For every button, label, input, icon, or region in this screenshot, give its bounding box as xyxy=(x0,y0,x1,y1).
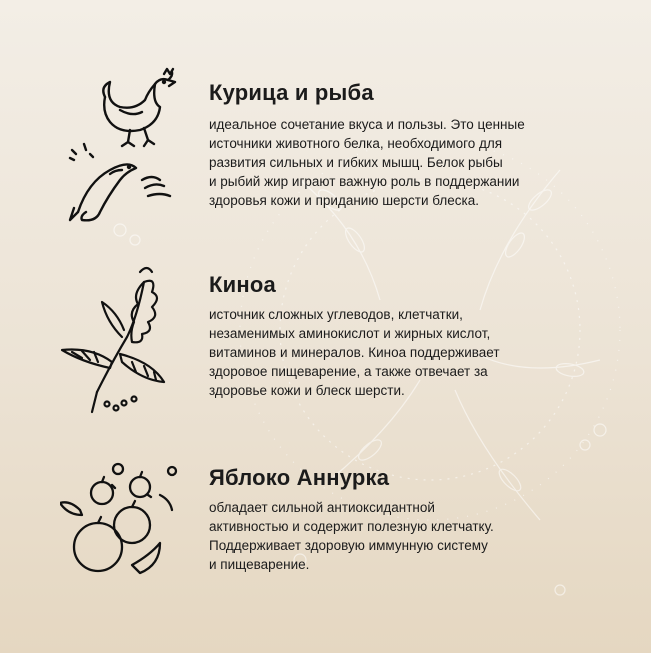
description-line: обладает сильной антиоксидантной xyxy=(209,500,435,515)
description-line: здоровья кожи и приданию шерсти блеска. xyxy=(209,193,479,208)
chicken-fish-icon xyxy=(60,62,190,232)
section-description xyxy=(209,115,599,210)
description-line: источник сложных углеводов, клетчатки, xyxy=(209,307,463,322)
section-title: Киноа xyxy=(209,272,276,297)
section-title: Яблоко Аннурка xyxy=(209,465,390,490)
description-line: Поддерживает здоровую иммунную систему xyxy=(209,538,488,553)
section-title: Курица и рыба xyxy=(209,80,374,105)
description-line: активностью и содержит полезную клетчатку. xyxy=(209,519,494,534)
description-line: витаминов и минералов. Киноа поддерживает xyxy=(209,345,500,360)
section-description xyxy=(209,498,599,574)
description-line: идеальное сочетание вкуса и пользы. Это ценные xyxy=(209,117,525,132)
description-line: и пищеварение. xyxy=(209,557,310,572)
description-line: развития сильных и гибких мышц. Белок рыбы xyxy=(209,155,503,170)
section-description xyxy=(209,305,599,400)
description-line: здоровье кожи и блеск шерсти. xyxy=(209,383,405,398)
quinoa-plant-icon xyxy=(52,262,182,422)
description-line: незаменимых аминокислот и жирных кислот, xyxy=(209,326,491,341)
description-line: здоровое пищеварение, а также отвечает за xyxy=(209,364,488,379)
description-line: источники животного белка, необходимого для xyxy=(209,136,503,151)
description-line: и рыбий жир играют важную роль в поддержании xyxy=(209,174,520,189)
apples-icon xyxy=(60,455,190,595)
